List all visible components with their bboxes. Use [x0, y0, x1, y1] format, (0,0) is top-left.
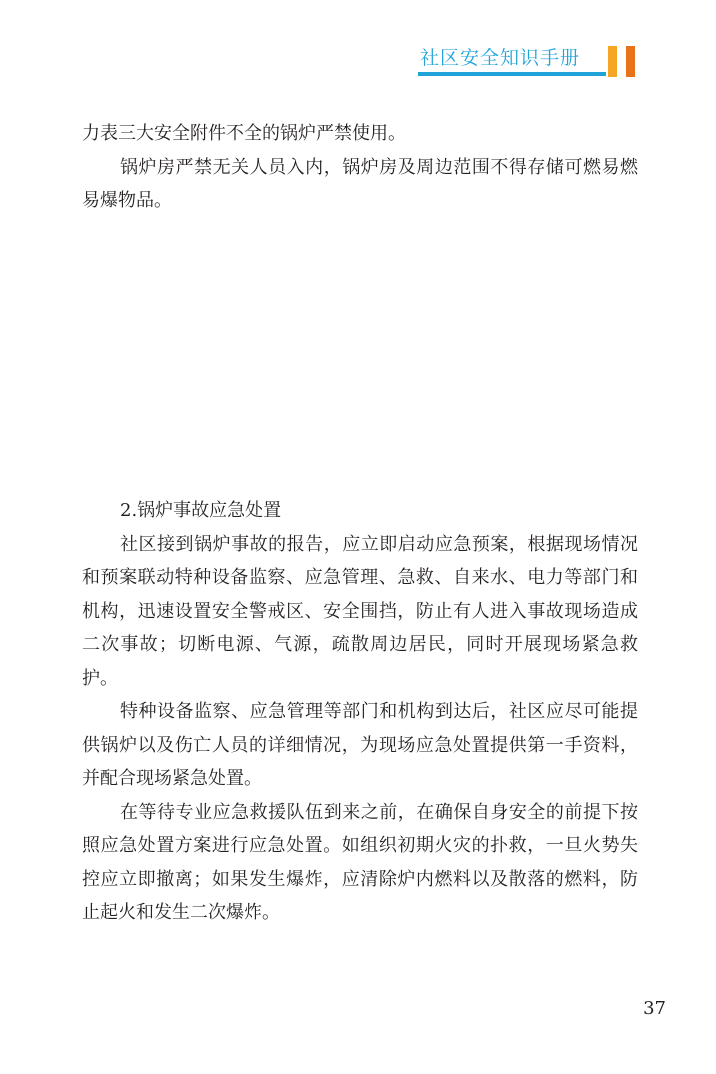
- paragraph: 在等待专业应急救援队伍到来之前，在确保自身安全的前提下按照应急处置方案进行应急处置。如组织初期火灾的扑救，一旦火势失控应立即撤离；如果发生爆炸，应清除炉内燃料以及散落的燃料，防止起火和发生二次爆炸。: [82, 801, 638, 923]
- paragraph: 社区接到锅炉事故的报告，应立即启动应急预案，根据现场情况和预案联动特种设备监察、应急管理、急救、自来水、电力等部门和机构，迅速设置安全警戒区、安全围挡，防止有人进入事故现场造成二次事故；切断电源、气源，疏散周边居民，同时开展现场紧急救护。: [82, 533, 638, 689]
- header-accent-bar-2: [626, 46, 635, 77]
- section-heading: 2.锅炉事故应急处置: [120, 500, 282, 521]
- book-title: 社区安全知识手册: [420, 47, 581, 69]
- page-number: 37: [643, 998, 666, 1019]
- top-section: [82, 117, 638, 218]
- header-accent-bar-1: [608, 46, 617, 77]
- section-boiler-emergency: [82, 494, 638, 930]
- header-rule: [418, 72, 606, 76]
- paragraph: 特种设备监察、应急管理等部门和机构到达后，社区应尽可能提供锅炉以及伤亡人员的详细情况，为现场应急处置提供第一手资料，并配合现场紧急处置。: [82, 701, 638, 789]
- paragraph: 锅炉房严禁无关人员入内，锅炉房及周边范围不得存储可燃易燃易爆物品。: [82, 156, 638, 211]
- paragraph-continued: 力表三大安全附件不全的锅炉严禁使用。: [82, 123, 406, 144]
